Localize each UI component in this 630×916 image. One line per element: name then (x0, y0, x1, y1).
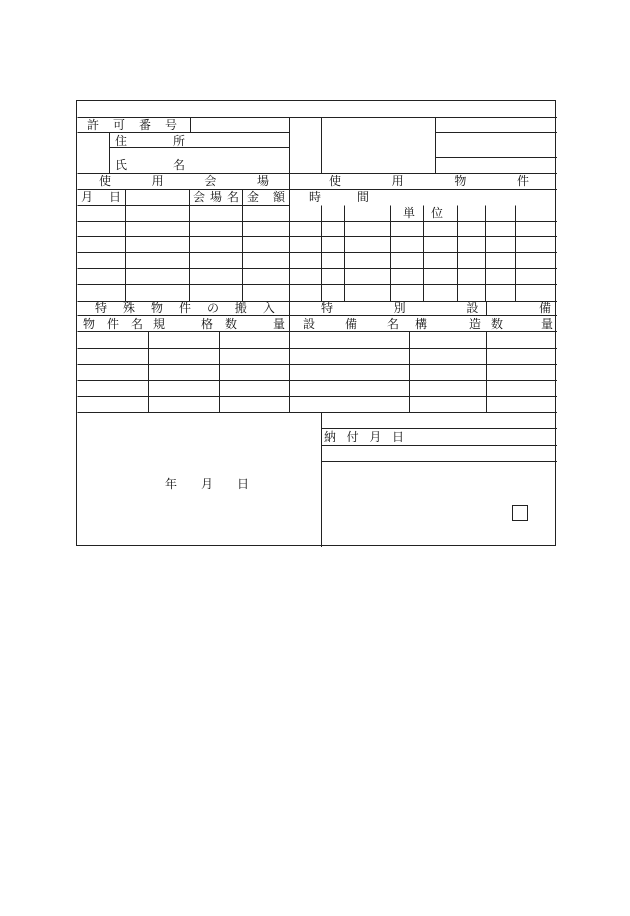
special-items-label-char: 件 (178, 301, 191, 315)
col-items-time-char: 間 (356, 190, 369, 204)
col-special-quantity-char: 量 (272, 317, 285, 331)
address-label-char: 所 (172, 134, 185, 148)
col-items-time-char: 時 (309, 190, 322, 204)
permit-form (76, 100, 556, 546)
venue-section-label-char: 使 (99, 174, 112, 188)
venue-section-label-char: 会 (204, 174, 217, 188)
venue-section-label-char: 用 (151, 174, 164, 188)
permit-no-label-char: 可 (112, 118, 125, 132)
col-special-quantity-char: 数 (225, 317, 238, 331)
col-structure-char: 構 (415, 317, 428, 331)
col-unit-char: 単 (403, 206, 416, 220)
special-items-label-char: 殊 (122, 301, 135, 315)
col-unit (403, 206, 443, 220)
items-section-label-char: 使 (329, 174, 342, 188)
special-equipment-label-char: 別 (393, 301, 406, 315)
col-equipment-name-char: 名 (386, 317, 399, 331)
address-label (115, 134, 185, 148)
col-venue-name (193, 190, 239, 204)
permit-no-label (87, 118, 177, 132)
items-section-label-char: 物 (454, 174, 467, 188)
col-amount-char: 額 (272, 190, 285, 204)
payment-date-label-char: 日 (391, 430, 404, 444)
date-label-char: 月 (200, 477, 213, 491)
col-special-item-name-char: 名 (130, 317, 143, 331)
special-equipment-label (321, 301, 551, 315)
col-structure-char: 造 (468, 317, 481, 331)
special-equipment-label-char: 特 (321, 301, 334, 315)
venue-section-label-char: 場 (256, 174, 269, 188)
col-month-day (81, 190, 121, 204)
permit-no-label-char: 番 (138, 118, 151, 132)
payment-date-label (324, 430, 404, 444)
permit-no-label-char: 号 (164, 118, 177, 132)
col-amount-char: 金 (247, 190, 260, 204)
permit-no-label-char: 許 (87, 118, 100, 132)
name-label-char: 名 (172, 158, 185, 172)
special-items-label (95, 301, 275, 315)
col-unit-char: 位 (430, 206, 443, 220)
col-month-day-char: 日 (108, 190, 121, 204)
date-label-char: 日 (236, 477, 249, 491)
col-special-item-name-char: 物 (83, 317, 96, 331)
special-items-label-char: 物 (150, 301, 163, 315)
payment-date-label-char: 付 (346, 430, 359, 444)
col-venue-name-char: 名 (226, 190, 239, 204)
seal-box (512, 505, 528, 521)
col-equipment-quantity (491, 317, 553, 331)
col-items-time (309, 190, 369, 204)
col-special-item-name (83, 317, 143, 331)
date-label-char: 年 (165, 477, 178, 491)
special-items-label-char: 特 (95, 301, 108, 315)
address-label-char: 住 (115, 134, 128, 148)
items-section-label-char: 件 (516, 174, 529, 188)
payment-date-label-char: 納 (324, 430, 337, 444)
col-special-spec-char: 格 (200, 317, 213, 331)
col-venue-name-char: 場 (209, 190, 222, 204)
special-items-label-char: 入 (262, 301, 275, 315)
name-label-char: 氏 (115, 158, 128, 172)
items-section-label-char: 用 (391, 174, 404, 188)
col-venue-name-char: 会 (193, 190, 206, 204)
col-equipment-name-char: 設 (303, 317, 316, 331)
col-special-spec-char: 規 (153, 317, 166, 331)
col-special-quantity (225, 317, 285, 331)
special-equipment-label-char: 設 (466, 301, 479, 315)
col-month-day-char: 月 (81, 190, 94, 204)
col-equipment-quantity-char: 量 (540, 317, 553, 331)
col-special-spec (153, 317, 213, 331)
venue-section-label (99, 174, 269, 188)
items-section-label (329, 174, 529, 188)
special-items-label-char: 搬 (234, 301, 247, 315)
special-items-label-char: の (206, 301, 219, 315)
col-amount (247, 190, 285, 204)
col-equipment-name-char: 備 (344, 317, 357, 331)
payment-date-label-char: 月 (369, 430, 382, 444)
name-label (115, 158, 185, 172)
col-equipment-name (303, 317, 399, 331)
col-structure (415, 317, 481, 331)
col-equipment-quantity-char: 数 (491, 317, 504, 331)
special-equipment-label-char: 備 (538, 301, 551, 315)
date-label (165, 477, 249, 491)
col-special-item-name-char: 件 (106, 317, 119, 331)
